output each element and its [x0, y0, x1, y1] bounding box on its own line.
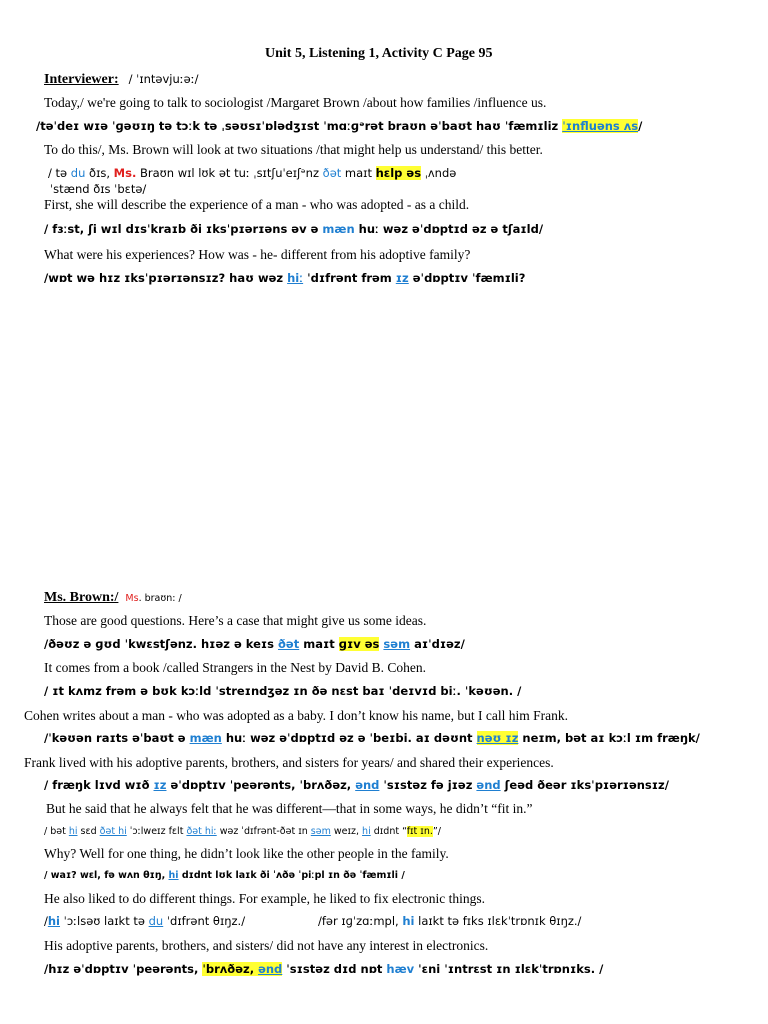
interviewer-sentence-2: To do this/, Ms. Brown will look at two situations /that might help us understand/ this better.	[44, 142, 543, 157]
brown-ipa: . braʊn: /	[138, 593, 182, 604]
brown-label: Ms. Brown:/	[44, 590, 119, 605]
brown-ipa-6: / waɪ? wɛl, fə wʌn θɪŋ, hi dɪdnt lʊk laɪk ði ˈʌðə ˈpiːpl ɪn ðə ˈfæmɪli /	[44, 870, 405, 881]
brown-heading-line: Ms. Brown:/ Ms. braʊn: /	[44, 590, 182, 605]
brown-sentence-4: Frank lived with his adoptive parents, brothers, and sisters for years/ and shared their experiences.	[24, 755, 554, 770]
brown-ipa-8: /hɪz əˈdɒptɪv ˈpeərənts, ˈbrʌðəz, ənd ˈsɪstəz dɪd nɒt hæv ˈɛni ˈɪntrɛst ɪn ɪlɛkˈtrɒnɪks. /	[44, 962, 604, 976]
interviewer-sentence-4: What were his experiences? How was - he- different from his adoptive family?	[44, 247, 471, 262]
interviewer-sentence-3: First, she will describe the experience of a man - who was adopted - as a child.	[44, 197, 470, 212]
brown-ipa-7b: /fər ɪɡˈzɑːmpl, hi laɪkt tə fɪks ɪlɛkˈtrɒnɪk θɪŋz./	[318, 914, 582, 928]
brown-sentence-8: His adoptive parents, brothers, and sisters/ did not have any interest in electronics.	[44, 938, 489, 953]
brown-sentence-2: It comes from a book /called Strangers in the Nest by David B. Cohen.	[44, 660, 427, 675]
interviewer-ipa-2: / tə du ðɪs, Ms. Braʊn wɪl lʊk ət tuː ˌsɪtʃuˈeɪʃᵊnz ðət maɪt hɛlp əs ˌʌndə	[48, 166, 457, 180]
brown-sentence-1: Those are good questions. Here’s a case that might give us some ideas.	[44, 613, 427, 628]
brown-sentence-7: He also liked to do different things. For example, he liked to fix electronic things.	[44, 891, 486, 906]
interviewer-ipa-4: /wɒt wə hɪz ɪksˈpɪərɪənsɪz? haʊ wəz hiː ˈdɪfrənt frəm ɪz əˈdɒptɪv ˈfæmɪli?	[44, 271, 526, 285]
brown-ipa-3: /ˈkəʊən raɪts əˈbaʊt ə mæn huː wəz əˈdɒptɪd əz ə ˈbeɪbi. aɪ dəʊnt nəʊ ɪz neɪm, bət aɪ kɔːl ɪm fræŋk/	[44, 731, 700, 745]
brown-ipa-4: / fræŋk lɪvd wɪð ɪz əˈdɒptɪv ˈpeərənts, ˈbrʌðəz, ənd ˈsɪstəz fə jɪəz ənd ʃeəd ðeər ɪksˈpɪərɪənsɪz/	[44, 778, 669, 792]
brown-ipa-2: / ɪt kʌmz frəm ə bʊk kɔːld ˈstreɪndʒəz ɪn ðə nɛst baɪ ˈdeɪvɪd biː. ˈkəʊən. /	[44, 684, 522, 698]
interviewer-sentence-1: Today,/ we're going to talk to sociologist /Margaret Brown /about how families /influence us.	[44, 95, 547, 110]
page-title: Unit 5, Listening 1, Activity C Page 95	[265, 46, 493, 61]
brown-sentence-3: Cohen writes about a man - who was adopted as a baby. I don’t know his name, but I call him Frank.	[24, 708, 569, 723]
interviewer-ipa: / ˈɪntəvjuːəː/	[128, 72, 199, 86]
brown-sentence-5: But he said that he always felt that he was different—that in some ways, he didn’t “fit in.”	[46, 801, 533, 816]
highlight-phrase: hɛlp əs	[375, 166, 422, 180]
brown-ipa-5: / bət hi sɛd ðət hi ˈɔːlweɪz fɛlt ðət hiː wəz ˈdɪfrənt-ðət ɪn səm weɪz, hi dɪdnt “fɪt ɪn.”/	[44, 826, 442, 837]
highlight-word: ˈɪnfluəns ʌs	[562, 119, 639, 133]
interviewer-ipa-2b: ˈstænd ðɪs ˈbɛtə/	[50, 182, 147, 196]
interviewer-heading-line	[44, 70, 198, 88]
brown-ipa-7: /hi ˈɔːlsəʊ laɪkt tə du ˈdɪfrənt θɪŋz./	[44, 914, 246, 928]
interviewer-ipa-1: /təˈdeɪ wɪə ˈɡəʊɪŋ tə tɔːk tə ˌsəʊsɪˈɒlədʒɪst ˈmɑːɡᵊrət braʊn əˈbaʊt haʊ ˈfæmɪliz ˈɪnfluəns ʌs/	[36, 119, 643, 133]
brown-ipa-1: /ðəʊz ə ɡʊd ˈkwɛstʃənz. hɪəz ə keɪs ðət maɪt ɡɪv əs səm aɪˈdɪəz/	[44, 637, 465, 651]
interviewer-label: Interviewer:	[44, 72, 119, 87]
brown-sentence-6: Why? Well for one thing, he didn’t look like the other people in the family.	[44, 846, 449, 861]
interviewer-ipa-3: / fɜːst, ʃi wɪl dɪsˈkraɪb ði ɪksˈpɪərɪəns əv ə mæn huː wəz əˈdɒptɪd əz ə tʃaɪld/	[44, 222, 544, 236]
